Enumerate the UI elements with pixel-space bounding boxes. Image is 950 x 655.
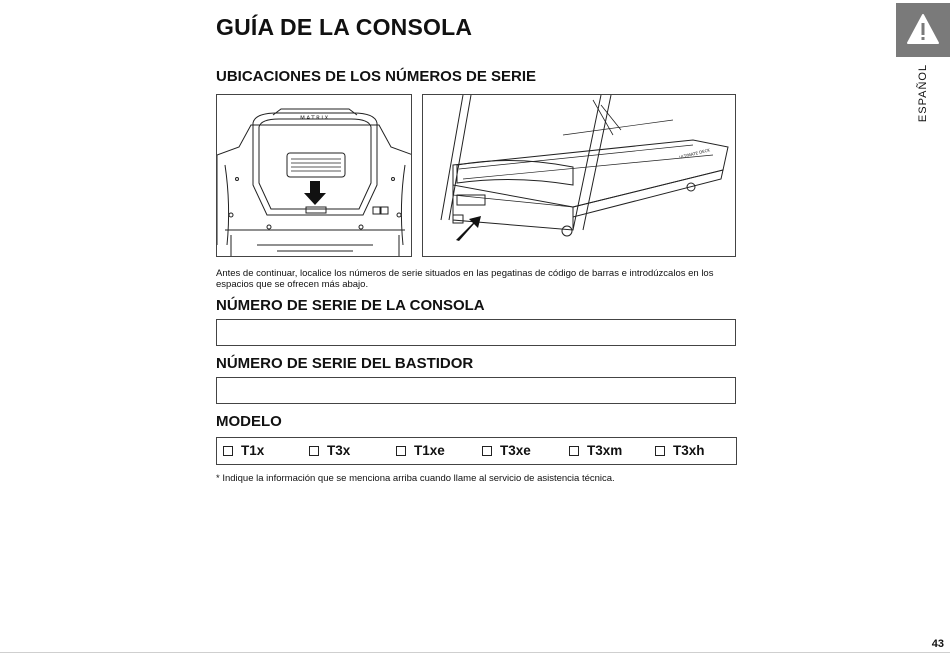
model-heading: MODELO: [216, 413, 282, 430]
model-label: T1x: [241, 443, 265, 458]
console-serial-field[interactable]: [216, 319, 736, 346]
model-label: T3xe: [500, 443, 531, 458]
page-number: 43: [931, 638, 944, 650]
model-option-t3xm[interactable]: [569, 443, 622, 458]
model-label: T3xh: [673, 443, 705, 458]
treadmill-frame-figure: [422, 94, 736, 257]
model-option-t3x[interactable]: [309, 443, 350, 458]
warning-icon: [896, 3, 950, 57]
arrow-down-icon: [304, 181, 326, 205]
checkbox-icon[interactable]: [655, 446, 665, 456]
checkbox-icon[interactable]: [223, 446, 233, 456]
console-back-figure: [216, 94, 412, 257]
page-title: GUÍA DE LA CONSOLA: [216, 14, 473, 40]
footer-divider: [0, 652, 950, 653]
footnote: * Indique la información que se menciona arriba cuando llame al servicio de asistencia técnica.: [216, 473, 615, 484]
model-label: T3x: [327, 443, 351, 458]
console-brand-text: MATRIX: [300, 115, 330, 122]
section-heading-locations: UBICACIONES DE LOS NÚMEROS DE SERIE: [216, 68, 537, 85]
language-tab: ESPAÑOL: [917, 63, 929, 123]
intro-text: Antes de continuar, localice los números de serie situados en las pegatinas de código de barras e introdúzcalos en los espacios que se ofrecen más abajo.: [216, 268, 714, 290]
model-option-t1x[interactable]: [223, 443, 264, 458]
checkbox-icon[interactable]: [396, 446, 406, 456]
console-serial-heading: NÚMERO DE SERIE DE LA CONSOLA: [216, 297, 485, 314]
checkbox-icon[interactable]: [482, 446, 492, 456]
checkbox-icon[interactable]: [569, 446, 579, 456]
model-label: T3xm: [587, 443, 623, 458]
model-label: T1xe: [414, 443, 445, 458]
treadmill-frame-illustration: [423, 95, 736, 257]
model-options: [216, 437, 737, 465]
frame-serial-heading: NÚMERO DE SERIE DEL BASTIDOR: [216, 355, 474, 372]
model-option-t3xe[interactable]: [482, 443, 531, 458]
checkbox-icon[interactable]: [309, 446, 319, 456]
arrow-icon: [456, 216, 481, 241]
frame-serial-field[interactable]: [216, 377, 736, 404]
model-option-t3xh[interactable]: [655, 443, 705, 458]
warning-tab: [896, 3, 950, 57]
treadmill-brand-text: ULTIMATE DECK: [678, 147, 711, 160]
console-back-illustration: [217, 95, 412, 257]
model-option-t1xe[interactable]: [396, 443, 445, 458]
